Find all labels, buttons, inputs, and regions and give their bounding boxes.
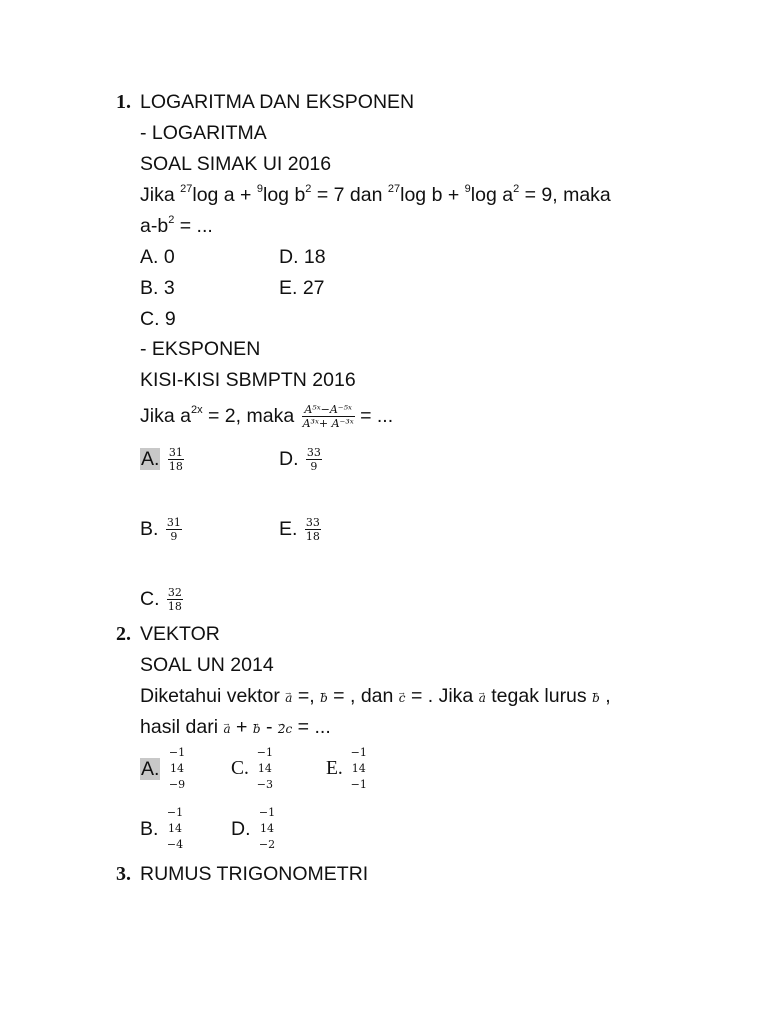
q-sup: 9 [256, 183, 263, 195]
q-sup: 27 [387, 183, 401, 195]
q-text: = 9, maka [524, 184, 611, 206]
q-sup: 2 [168, 214, 175, 226]
vec-option-b [140, 805, 183, 853]
vec-option-e [326, 745, 367, 793]
vector-2c: → 2c [278, 722, 292, 736]
column-vector [351, 745, 367, 793]
vector-a: → a [479, 691, 486, 705]
vector-entry: −1 [350, 778, 367, 791]
column-vector [169, 745, 185, 793]
option-label: B. [140, 518, 159, 540]
option-label: E. [326, 758, 343, 779]
q-text: log b [263, 184, 306, 206]
eksponen-source: KISI-KISI SBMPTN 2016 [140, 369, 356, 391]
vector-b: → b [320, 691, 328, 705]
exp-option-c [140, 584, 183, 614]
q-text: - [265, 716, 273, 738]
fraction-denominator: 9 [310, 460, 318, 474]
logaritma-question-line2 [140, 214, 213, 241]
option-label: D. [231, 818, 251, 840]
log-option-c: C. 9 [140, 308, 176, 330]
fraction-numerator: 31 [168, 446, 183, 460]
vec-option-c [231, 745, 273, 793]
vektor-question-line2 [140, 715, 331, 741]
vector-entry: −3 [256, 778, 273, 791]
option-label: A. [141, 758, 160, 780]
q-text: =, [297, 685, 315, 707]
q-text: Jika [140, 184, 175, 206]
fraction-denominator: A³ˣ+ A⁻³ˣ [302, 417, 354, 431]
q-text: tegak lurus [491, 685, 587, 707]
option-fraction [168, 446, 184, 473]
section-number-1: 1. [116, 91, 131, 113]
fraction-numerator: A⁵ˣ−A⁻⁵ˣ [302, 403, 355, 417]
vector-entry: −2 [258, 838, 276, 851]
q-sup: 9 [464, 183, 471, 195]
column-vector [259, 805, 275, 853]
expression-fraction [302, 403, 355, 430]
fraction-numerator: 33 [306, 446, 321, 460]
option-label: B. [140, 818, 159, 840]
option-fraction [305, 516, 321, 543]
q-text: a-b [140, 215, 169, 237]
q-sup: 2x [190, 404, 203, 416]
fraction-numerator: 31 [166, 516, 181, 530]
q-text: + [236, 716, 248, 738]
vector-a: → a [285, 691, 292, 705]
column-vector [257, 745, 273, 793]
vector-entry: −4 [166, 838, 184, 851]
vector-entry: −1 [350, 746, 367, 759]
q-text: = ... [297, 716, 331, 738]
logaritma-source: SOAL SIMAK UI 2016 [140, 153, 332, 175]
section-title-1: LOGARITMA DAN EKSPONEN [140, 91, 415, 113]
q-sup: 2 [513, 183, 520, 195]
q-text: Jika a [140, 405, 191, 427]
log-option-e: E. 27 [279, 277, 325, 299]
option-label: C. [140, 588, 160, 610]
vector-entry: −1 [258, 806, 276, 819]
vector-entry: −1 [256, 746, 273, 759]
fraction-numerator: 32 [167, 586, 182, 600]
exp-option-b [140, 514, 182, 544]
vector-b: → b [592, 691, 600, 705]
fraction-denominator: 18 [305, 530, 320, 544]
vector-entry: 14 [260, 822, 275, 835]
q-text: = 7 dan [316, 184, 383, 206]
q-text: = , dan [333, 685, 394, 707]
vec-option-a [140, 745, 185, 793]
q-text: = ... [179, 215, 213, 237]
option-fraction [166, 516, 182, 543]
log-option-b: B. 3 [140, 277, 175, 299]
q-sup: 2 [305, 183, 312, 195]
option-label: C. [231, 758, 249, 779]
q-text: , [605, 685, 611, 707]
vector-entry: 14 [257, 762, 272, 775]
log-option-a: A. 0 [140, 246, 175, 268]
vektor-question-line1 [140, 684, 611, 710]
log-option-d: D. 18 [279, 246, 326, 268]
fraction-numerator: 33 [305, 516, 320, 530]
fraction-denominator: 9 [170, 530, 178, 544]
logaritma-heading: - LOGARITMA [140, 122, 267, 144]
section-number-2: 2. [116, 623, 131, 645]
q-text: log b + [400, 184, 460, 206]
option-label: A. [141, 448, 160, 470]
vector-c: → c [399, 691, 406, 705]
q-text: hasil dari [140, 716, 219, 738]
vector-entry: 14 [167, 822, 182, 835]
q-sup: 27 [180, 183, 193, 195]
exp-option-e [279, 514, 321, 544]
vektor-source: SOAL UN 2014 [140, 654, 274, 676]
exp-option-d [279, 444, 322, 474]
fraction-denominator: 18 [167, 600, 182, 614]
vector-a: → a [223, 722, 230, 736]
fraction-denominator: 18 [168, 460, 183, 474]
q-text: = ... [360, 405, 394, 427]
vector-entry: 14 [169, 762, 184, 775]
logaritma-question-line1 [140, 183, 611, 210]
q-text: log a + [192, 184, 252, 206]
q-text: = . Jika [410, 685, 474, 707]
vector-entry: −1 [168, 746, 186, 759]
vec-option-d [231, 805, 275, 853]
q-text: log a [470, 184, 514, 206]
section-title-3: RUMUS TRIGONOMETRI [140, 863, 369, 885]
option-label: E. [279, 518, 298, 540]
exp-option-a [140, 444, 184, 474]
option-label: D. [279, 448, 299, 470]
q-text: = 2, maka [208, 405, 295, 427]
section-title-2: VEKTOR [140, 623, 220, 645]
q-text: Diketahui vektor [140, 685, 280, 707]
column-vector [167, 805, 183, 853]
vector-b: → b [253, 722, 261, 736]
eksponen-question [140, 398, 393, 437]
option-fraction [306, 446, 322, 473]
vector-entry: 14 [351, 762, 366, 775]
vector-entry: −9 [168, 778, 186, 791]
eksponen-heading: - EKSPONEN [140, 338, 261, 360]
option-fraction [167, 586, 183, 613]
vector-entry: −1 [166, 806, 184, 819]
section-number-3: 3. [116, 863, 131, 885]
